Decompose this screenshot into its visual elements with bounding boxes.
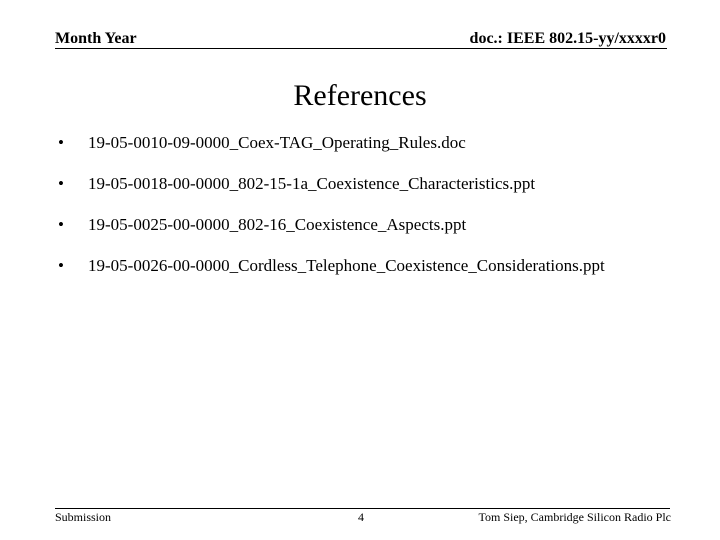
reference-text: 19-05-0026-00-0000_Cordless_Telephone_Coexistence_Considerations.ppt: [88, 256, 605, 275]
reference-item: [58, 213, 678, 237]
bullet-icon: •: [58, 174, 64, 193]
footer-author: Tom Siep, Cambridge Silicon Radio Plc: [478, 510, 671, 524]
bullet-icon: •: [58, 256, 64, 275]
reference-item: [58, 254, 678, 278]
header-date: Month Year: [55, 30, 137, 47]
slide-title: References: [293, 79, 427, 112]
reference-item: [58, 131, 678, 155]
page-number: 4: [358, 510, 364, 524]
bullet-icon: •: [58, 133, 64, 152]
reference-text: 19-05-0025-00-0000_802-16_Coexistence_Aspects.ppt: [88, 215, 467, 234]
reference-text: 19-05-0010-09-0000_Coex-TAG_Operating_Rules.doc: [88, 133, 466, 152]
reference-text: 19-05-0018-00-0000_802-15-1a_Coexistence_Characteristics.ppt: [88, 174, 536, 193]
header-divider: [55, 48, 667, 49]
footer-divider: [55, 508, 670, 509]
reference-list: [58, 131, 678, 295]
reference-item: [58, 172, 678, 196]
footer-submission: Submission: [55, 510, 112, 524]
bullet-icon: •: [58, 215, 64, 234]
header-doc-id: doc.: IEEE 802.15-yy/xxxxr0: [469, 30, 666, 47]
